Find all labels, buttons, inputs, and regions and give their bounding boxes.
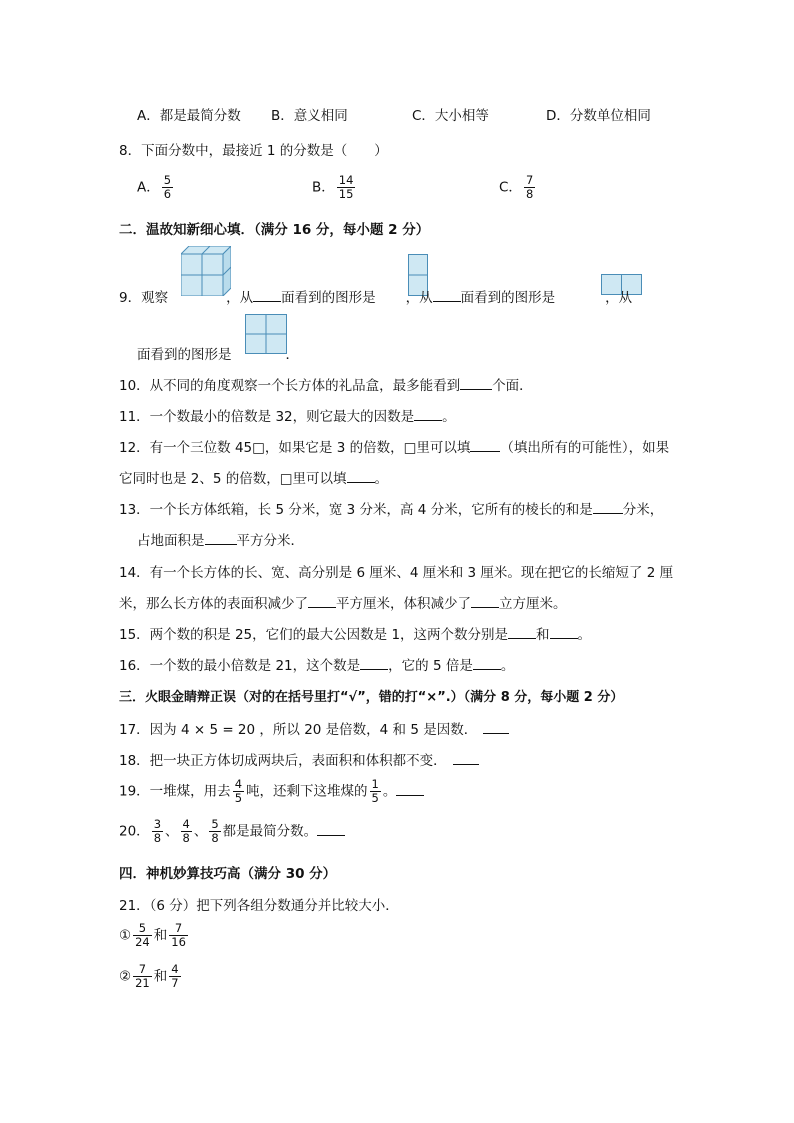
q12-line-1: 12．有一个三位数 45□，如果它是 3 的倍数，□里可以填 （填出所有的可能性），如果	[119, 440, 670, 456]
q15-blank-1[interactable]	[508, 626, 536, 639]
q21-part-1: ① $\frac{5}{24}$ 和 $\frac{7}{16}$	[119, 921, 186, 949]
q11: 11．一个数最小的倍数是 32，则它最大的因数是 。	[119, 409, 456, 425]
q16-blank-2[interactable]	[473, 657, 501, 670]
section-3-title: 三．火眼金睛辩正误（对的在括号里打“√”，错的打“×”.）（满分 8 分，每小题 2 分）	[119, 690, 624, 705]
q9-text-line-2: 面看到的图形是 ．	[137, 347, 299, 363]
q20: 20． $\frac{3}{8}$ 、 $\frac{4}{8}$ 、 $\frac{5}{8}$ 都是最简分数。	[119, 818, 345, 845]
q8-option-a: A． $\frac{5}{6}$	[137, 173, 172, 201]
q20-blank[interactable]	[317, 823, 345, 836]
q9-text: 9．观察 ，从 面看到的图形是 ，从 面看到的图形是 ，从	[119, 290, 633, 306]
q12-blank-1[interactable]	[470, 439, 500, 452]
q7-option-a: A．都是最简分数	[137, 108, 241, 124]
q13-blank-1[interactable]	[593, 501, 623, 514]
q12-line-2: 它同时也是 2、5 的倍数，□里可以填 。	[119, 471, 389, 487]
q17: 17．因为 4 × 5 = 20 ，所以 20 是倍数，4 和 5 是因数．	[119, 718, 509, 738]
q15-blank-2[interactable]	[550, 626, 578, 639]
q21-stem: 21．（6 分）把下列各组分数通分并比较大小．	[119, 898, 399, 914]
q14-line-1: 14．有一个长方体的长、宽、高分别是 6 厘米、4 厘米和 3 厘米。现在把它的长缩短了 2 厘	[119, 565, 674, 581]
q15: 15．两个数的积是 25，它们的最大公因数是 1，这两个数分别是 和 。	[119, 627, 592, 643]
section-2-title: 二．温故知新细心填．（满分 16 分，每小题 2 分）	[119, 222, 430, 238]
q14-line-2: 米，那么长方体的表面积减少了 平方厘米，体积减少了 立方厘米。	[119, 596, 567, 612]
q12-blank-2[interactable]	[347, 470, 375, 483]
q13-line-1: 13．一个长方体纸箱，长 5 分米，宽 3 分米，高 4 分米，它所有的棱长的和是 分米，	[119, 502, 664, 518]
q7-option-b: B．意义相同	[271, 108, 348, 124]
q19: 19．一堆煤，用去 $\frac{4}{5}$ 吨，还剩下这堆煤的 $\frac{1}{5}$ 。	[119, 778, 424, 805]
q10-blank[interactable]	[460, 377, 492, 390]
q16-blank-1[interactable]	[360, 657, 388, 670]
q10: 10．从不同的角度观察一个长方体的礼品盒，最多能看到 个面．	[119, 378, 533, 394]
q11-blank[interactable]	[414, 408, 442, 421]
section-4-title: 四．神机妙算技巧高（满分 30 分）	[119, 866, 337, 882]
q17-blank[interactable]	[483, 721, 509, 734]
q18-blank[interactable]	[453, 752, 479, 765]
q8-option-c: C． $\frac{7}{8}$	[499, 173, 534, 201]
q9-blank-2[interactable]	[433, 289, 461, 302]
q19-blank[interactable]	[396, 783, 424, 796]
q13-line-2: 占地面积是 平方分米．	[137, 533, 304, 549]
q21-part-2: ② $\frac{7}{21}$ 和 $\frac{4}{7}$	[119, 962, 179, 990]
q9-blank-1[interactable]	[253, 289, 281, 302]
q14-blank-2[interactable]	[471, 595, 499, 608]
q14-blank-1[interactable]	[308, 595, 336, 608]
q18: 18．把一块正方体切成两块后，表面积和体积都不变．	[119, 749, 479, 769]
q7-option-c: C．大小相等	[412, 108, 489, 124]
q13-blank-2[interactable]	[205, 532, 237, 545]
q8-option-b: B． $\frac{14}{15}$	[312, 173, 354, 201]
q8-stem: 8．下面分数中，最接近 1 的分数是（ ）	[119, 143, 388, 159]
q16: 16．一个数的最小倍数是 21，这个数是 ，它的 5 倍是 。	[119, 658, 515, 674]
q7-option-d: D．分数单位相同	[546, 108, 651, 124]
